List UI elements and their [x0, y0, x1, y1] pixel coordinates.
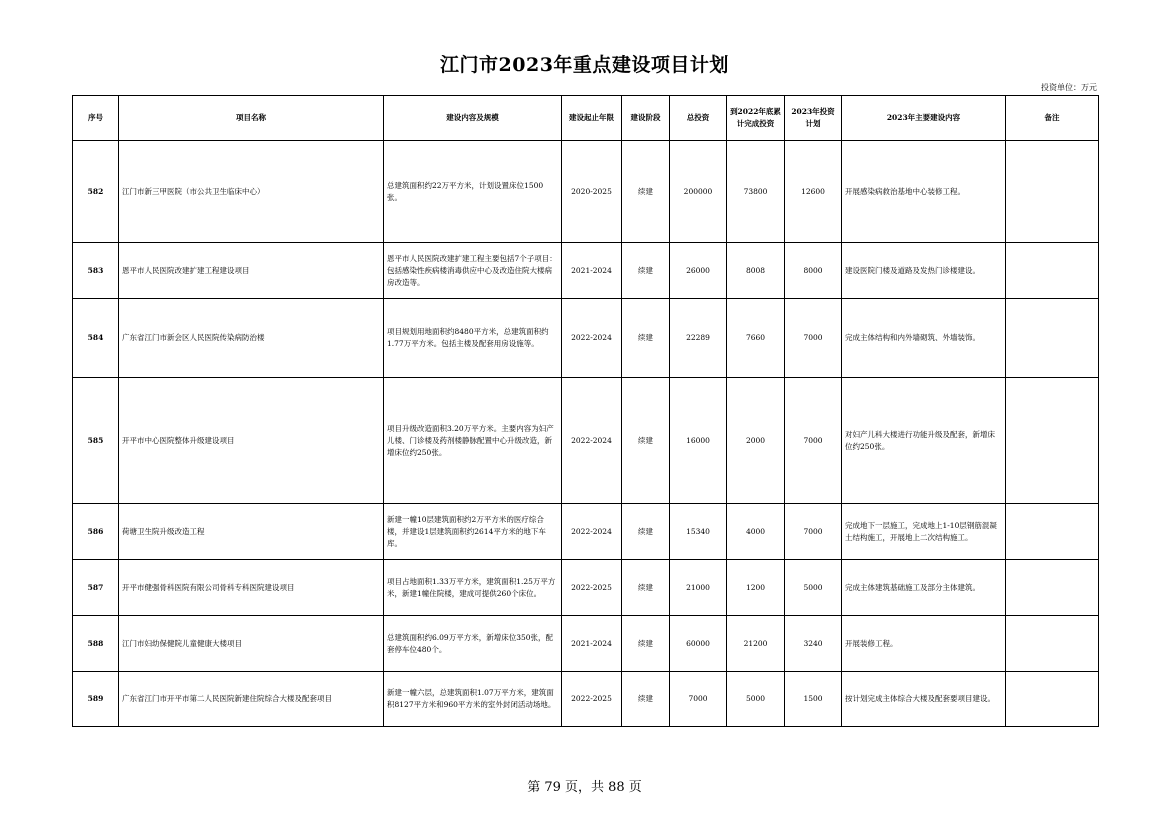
- row-name: 开平市健强骨科医院有限公司骨科专科医院建设项目: [119, 560, 384, 616]
- row-period: 2022-2024: [562, 504, 622, 560]
- row-stage: 续建: [622, 504, 670, 560]
- row-stage: 续建: [622, 299, 670, 378]
- row-scope: 项目规划用地面积约8480平方米，总建筑面积约1.77万平方米。包括主楼及配套用房设施等。: [384, 299, 562, 378]
- table-row: [73, 378, 1099, 504]
- row-total: 22289: [670, 299, 727, 378]
- row-remark: [1006, 672, 1099, 727]
- row-remark: [1006, 378, 1099, 504]
- row-total: 16000: [670, 378, 727, 504]
- row-seq: 589: [73, 672, 119, 727]
- row-done2022: 4000: [727, 504, 785, 560]
- row-remark: [1006, 504, 1099, 560]
- table-row: [73, 141, 1099, 243]
- header-content2023: 2023年主要建设内容: [842, 96, 1006, 141]
- row-done2022: 21200: [727, 616, 785, 672]
- row-content2023: 开展装修工程。: [842, 616, 1006, 672]
- row-content2023: 按计划完成主体综合大楼及配套要项目建设。: [842, 672, 1006, 727]
- row-plan2023: 12600: [785, 141, 842, 243]
- row-seq: 582: [73, 141, 119, 243]
- row-name: 开平市中心医院整体升级建设项目: [119, 378, 384, 504]
- row-stage: 续建: [622, 560, 670, 616]
- row-scope: 总建筑面积约22万平方米，计划设置床位1500张。: [384, 141, 562, 243]
- header-total: 总投资: [670, 96, 727, 141]
- row-plan2023: 3240: [785, 616, 842, 672]
- row-remark: [1006, 141, 1099, 243]
- row-stage: 续建: [622, 141, 670, 243]
- row-name: 恩平市人民医院改建扩建工程建设项目: [119, 243, 384, 299]
- row-plan2023: 5000: [785, 560, 842, 616]
- row-stage: 续建: [622, 616, 670, 672]
- project-table: [72, 95, 1099, 727]
- row-seq: 585: [73, 378, 119, 504]
- row-name: 广东省江门市开平市第二人民医院新建住院综合大楼及配套项目: [119, 672, 384, 727]
- page-title: 江门市2023年重点建设项目计划: [440, 54, 729, 76]
- row-remark: [1006, 616, 1099, 672]
- row-seq: 586: [73, 504, 119, 560]
- row-seq: 584: [73, 299, 119, 378]
- row-scope: 项目占地面积1.33万平方米，建筑面积1.25万平方米，新建1幢住院楼，建成可提供260个床位。: [384, 560, 562, 616]
- table-row: [73, 672, 1099, 727]
- page-number: 第 79 页，共 88 页: [527, 780, 642, 795]
- row-content2023: 建设医院门楼及道路及发热门诊楼建设。: [842, 243, 1006, 299]
- header-scope: 建设内容及规模: [384, 96, 562, 141]
- row-scope: 项目升级改造面积3.20万平方米。主要内容为妇产儿楼、门诊楼及药剂楼静脉配置中心升级改造，新增床位约250张。: [384, 378, 562, 504]
- row-name: 江门市妇幼保健院儿童健康大楼项目: [119, 616, 384, 672]
- row-seq: 587: [73, 560, 119, 616]
- row-period: 2022-2024: [562, 378, 622, 504]
- row-total: 200000: [670, 141, 727, 243]
- row-done2022: 2000: [727, 378, 785, 504]
- investment-unit-note: 投资单位：万元: [1041, 83, 1097, 92]
- header-row: [73, 96, 1099, 141]
- table-row: [73, 243, 1099, 299]
- row-remark: [1006, 560, 1099, 616]
- row-done2022: 1200: [727, 560, 785, 616]
- header-seq: 序号: [73, 96, 119, 141]
- row-done2022: 8008: [727, 243, 785, 299]
- row-seq: 588: [73, 616, 119, 672]
- header-plan2023: 2023年投资计划: [785, 96, 842, 141]
- row-total: 60000: [670, 616, 727, 672]
- row-plan2023: 7000: [785, 299, 842, 378]
- row-content2023: 完成主体建筑基础施工及部分主体建筑。: [842, 560, 1006, 616]
- row-remark: [1006, 243, 1099, 299]
- row-period: 2022-2025: [562, 560, 622, 616]
- row-total: 21000: [670, 560, 727, 616]
- row-content2023: 完成主体结构和内外墙砌筑、外墙装饰。: [842, 299, 1006, 378]
- row-seq: 583: [73, 243, 119, 299]
- row-scope: 新建一幢六层，总建筑面积1.07万平方米，建筑面积8127平方米和960平方米的室外封闭活动场地。: [384, 672, 562, 727]
- header-name: 项目名称: [119, 96, 384, 141]
- row-period: 2022-2025: [562, 672, 622, 727]
- row-scope: 新建一幢10层建筑面积约2万平方米的医疗综合楼，并建设1层建筑面积约2614平方米的地下车库。: [384, 504, 562, 560]
- header-done2022: 到2022年底累计完成投资: [727, 96, 785, 141]
- row-scope: 恩平市人民医院改建扩建工程主要包括7个子项目：包括感染性疾病楼消毒供应中心及改造住院大楼病房改造等。: [384, 243, 562, 299]
- row-name: 广东省江门市新会区人民医院传染病防治楼: [119, 299, 384, 378]
- table-row: [73, 616, 1099, 672]
- row-name: 江门市新三甲医院（市公共卫生临床中心）: [119, 141, 384, 243]
- row-period: 2022-2024: [562, 299, 622, 378]
- row-total: 15340: [670, 504, 727, 560]
- row-plan2023: 8000: [785, 243, 842, 299]
- row-period: 2021-2024: [562, 616, 622, 672]
- row-scope: 总建筑面积约6.09万平方米，新增床位350张，配套停车位480个。: [384, 616, 562, 672]
- row-plan2023: 7000: [785, 504, 842, 560]
- row-name: 荷塘卫生院升级改造工程: [119, 504, 384, 560]
- table-row: [73, 299, 1099, 378]
- row-stage: 续建: [622, 378, 670, 504]
- row-stage: 续建: [622, 672, 670, 727]
- table-row: [73, 504, 1099, 560]
- row-period: 2021-2024: [562, 243, 622, 299]
- table-row: [73, 560, 1099, 616]
- row-total: 26000: [670, 243, 727, 299]
- row-done2022: 7660: [727, 299, 785, 378]
- row-plan2023: 1500: [785, 672, 842, 727]
- row-done2022: 73800: [727, 141, 785, 243]
- row-stage: 续建: [622, 243, 670, 299]
- row-done2022: 5000: [727, 672, 785, 727]
- row-content2023: 完成地下一层施工，完成地上1-10层钢筋混凝土结构施工，开展地上二次结构施工。: [842, 504, 1006, 560]
- row-remark: [1006, 299, 1099, 378]
- row-content2023: 开展感染病救治基地中心装修工程。: [842, 141, 1006, 243]
- header-remark: 备注: [1006, 96, 1099, 141]
- header-period: 建设起止年限: [562, 96, 622, 141]
- row-total: 7000: [670, 672, 727, 727]
- row-plan2023: 7000: [785, 378, 842, 504]
- row-period: 2020-2025: [562, 141, 622, 243]
- row-content2023: 对妇产儿科大楼进行功能升级及配套，新增床位约250张。: [842, 378, 1006, 504]
- header-stage: 建设阶段: [622, 96, 670, 141]
